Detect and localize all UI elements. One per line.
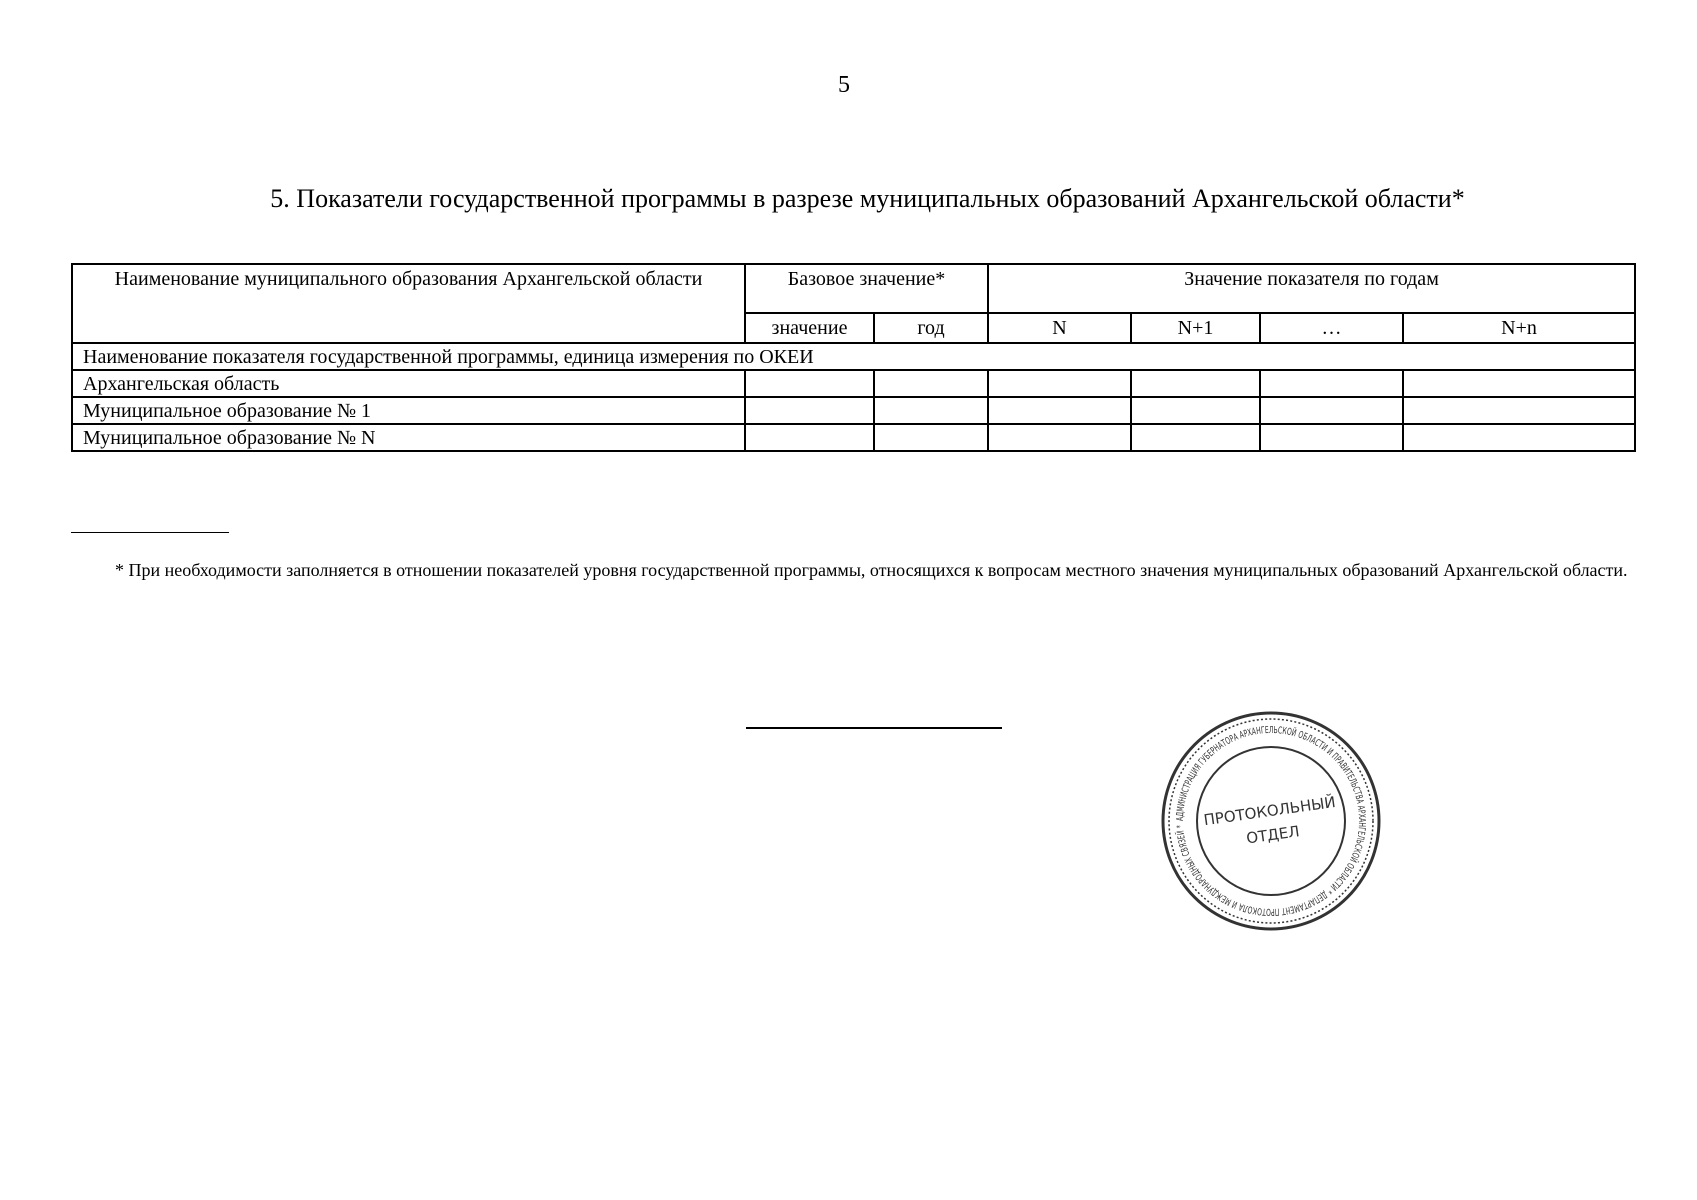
empty-cell [1403,424,1635,451]
table-header-row [72,264,1635,313]
empty-cell [1403,397,1635,424]
year-n-plus-n-header: N+n [1403,313,1635,343]
stamp-ring-text: АДМИНИСТРАЦИЯ ГУБЕРНАТОРА АРХАНГЕЛЬСКОЙ ОБЛАСТИ И ПРАВИТЕЛЬСТВА АРХАНГЕЛЬСКОЙ ОБЛАСТИ * ДЕПАРТАМЕНТ ПРОТОКОЛА И МЕЖДУНАРОДНЫХ СВЯЗЕЙ * [1174,724,1368,918]
empty-cell [874,397,988,424]
municipality-name-cell: Муниципальное образование № 1 [72,397,745,424]
empty-cell [1131,370,1260,397]
indicators-table [71,263,1636,452]
section-title: 5. Показатели государственной программы в разрезе муниципальных образований Архангельской области* [270,184,1465,213]
value-subheader: значение [745,313,874,343]
municipality-column-header: Наименование муниципального образования Архангельской области [72,264,745,343]
document-end-line [746,727,1002,729]
base-value-header: Базовое значение* [745,264,988,313]
page-number: 5 [838,72,850,98]
empty-cell [988,370,1131,397]
table-row [72,424,1635,451]
empty-cell [874,370,988,397]
year-subheader: год [874,313,988,343]
empty-cell [1260,397,1403,424]
empty-cell [745,424,874,451]
empty-cell [1260,370,1403,397]
svg-text:АДМИНИСТРАЦИЯ ГУБЕРНАТОРА АРХА [1174,725,1367,917]
municipality-name-cell: Архангельская область [72,370,745,397]
table-row [72,397,1635,424]
footnote: * При необходимости заполняется в отношении показателей уровня государственной программы, относящихся к вопросам местного значения муниципальных образований Архангельской области. [115,560,1628,580]
empty-cell [1131,424,1260,451]
year-n-plus-1-header: N+1 [1131,313,1260,343]
table-row [72,370,1635,397]
empty-cell [745,397,874,424]
indicator-name-row [72,343,1635,370]
empty-cell [1403,370,1635,397]
empty-cell [874,424,988,451]
empty-cell [988,397,1131,424]
year-n-header: N [988,313,1131,343]
official-stamp [1158,708,1384,934]
empty-cell [988,424,1131,451]
year-ellipsis-header: … [1260,313,1403,343]
stamp-center-line-2: ОТДЕЛ [1245,822,1301,848]
values-by-year-header: Значение показателя по годам [988,264,1635,313]
footnote-separator [71,532,229,533]
indicator-name-cell: Наименование показателя государственной программы, единица измерения по ОКЕИ [72,343,1635,370]
municipality-name-cell: Муниципальное образование № N [72,424,745,451]
stamp-center-line-1: ПРОТОКОЛЬНЫЙ [1202,792,1337,830]
empty-cell [745,370,874,397]
empty-cell [1260,424,1403,451]
empty-cell [1131,397,1260,424]
